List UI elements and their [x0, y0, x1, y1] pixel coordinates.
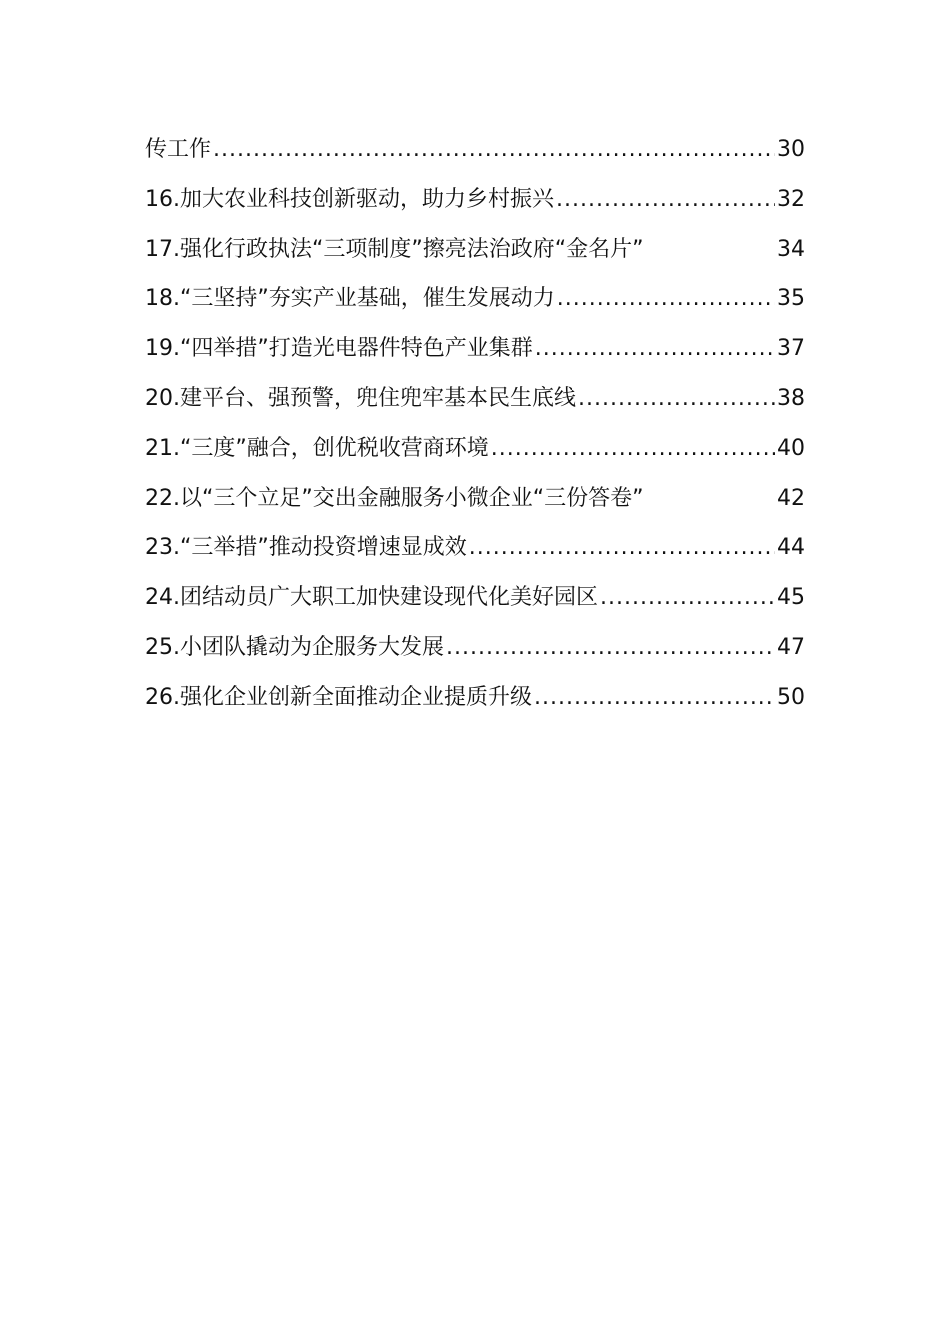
toc-dot-leader — [446, 623, 775, 673]
toc-entry-title: 16.加大农业科技创新驱动，助力乡村振兴 — [145, 186, 554, 212]
toc-entry[interactable] — [145, 324, 805, 374]
toc-dot-leader — [534, 673, 775, 723]
toc-entry[interactable] — [145, 673, 805, 723]
toc-entry-title: 22.以“三个立足”交出金融服务小微企业“三份答卷” — [145, 485, 644, 511]
toc-entry-page: 38 — [777, 385, 805, 411]
toc-entry-page: 47 — [777, 634, 805, 660]
toc-entry-page: 42 — [777, 485, 805, 511]
toc-entry[interactable] — [145, 474, 805, 524]
toc-entry-title: 19.“四举措”打造光电器件特色产业集群 — [145, 336, 533, 362]
toc-entry-title: 25.小团队撬动为企服务大发展 — [145, 634, 444, 660]
toc-entry[interactable] — [145, 125, 805, 175]
toc-entry-page: 40 — [777, 435, 805, 461]
toc-entry[interactable] — [145, 274, 805, 324]
toc-entry-page: 44 — [777, 535, 805, 561]
toc-entry-page: 30 — [777, 137, 805, 162]
toc-dot-leader — [557, 274, 775, 324]
toc-dot-leader — [556, 175, 775, 225]
toc-entry-title: 26.强化企业创新全面推动企业提质升级 — [145, 684, 532, 710]
toc-entry-title: 传工作 — [145, 137, 212, 162]
toc-entry-title: 23.“三举措”推动投资增速显成效 — [145, 535, 467, 561]
toc-dot-leader — [469, 523, 775, 573]
toc-dot-leader — [578, 374, 775, 424]
toc-entry[interactable] — [145, 573, 805, 623]
toc-entry-page: 34 — [777, 236, 805, 262]
toc-entry[interactable] — [145, 225, 805, 275]
toc-entry[interactable] — [145, 523, 805, 573]
toc-dot-leader — [535, 324, 775, 374]
toc-entry-title: 18.“三坚持”夯实产业基础，催生发展动力 — [145, 286, 555, 312]
toc-entry-page: 32 — [777, 186, 805, 212]
toc-entry-title: 21.“三度”融合，创优税收营商环境 — [145, 435, 489, 461]
toc-entry-title: 17.强化行政执法“三项制度”擦亮法治政府“金名片” — [145, 236, 644, 262]
toc-entry[interactable] — [145, 424, 805, 474]
toc-entry-page: 45 — [777, 585, 805, 611]
toc-entry-page: 37 — [777, 336, 805, 362]
toc-dot-leader — [600, 573, 775, 623]
toc-entry-page: 50 — [777, 684, 805, 710]
toc-dot-leader — [213, 125, 775, 175]
toc-entry[interactable] — [145, 623, 805, 673]
toc-entry-title: 24.团结动员广大职工加快建设现代化美好园区 — [145, 585, 598, 611]
toc-entry[interactable] — [145, 374, 805, 424]
table-of-contents — [145, 125, 805, 723]
toc-entry-page: 35 — [777, 286, 805, 312]
toc-dot-leader — [491, 424, 775, 474]
toc-entry-title: 20.建平台、强预警，兜住兜牢基本民生底线 — [145, 385, 576, 411]
toc-entry[interactable] — [145, 175, 805, 225]
